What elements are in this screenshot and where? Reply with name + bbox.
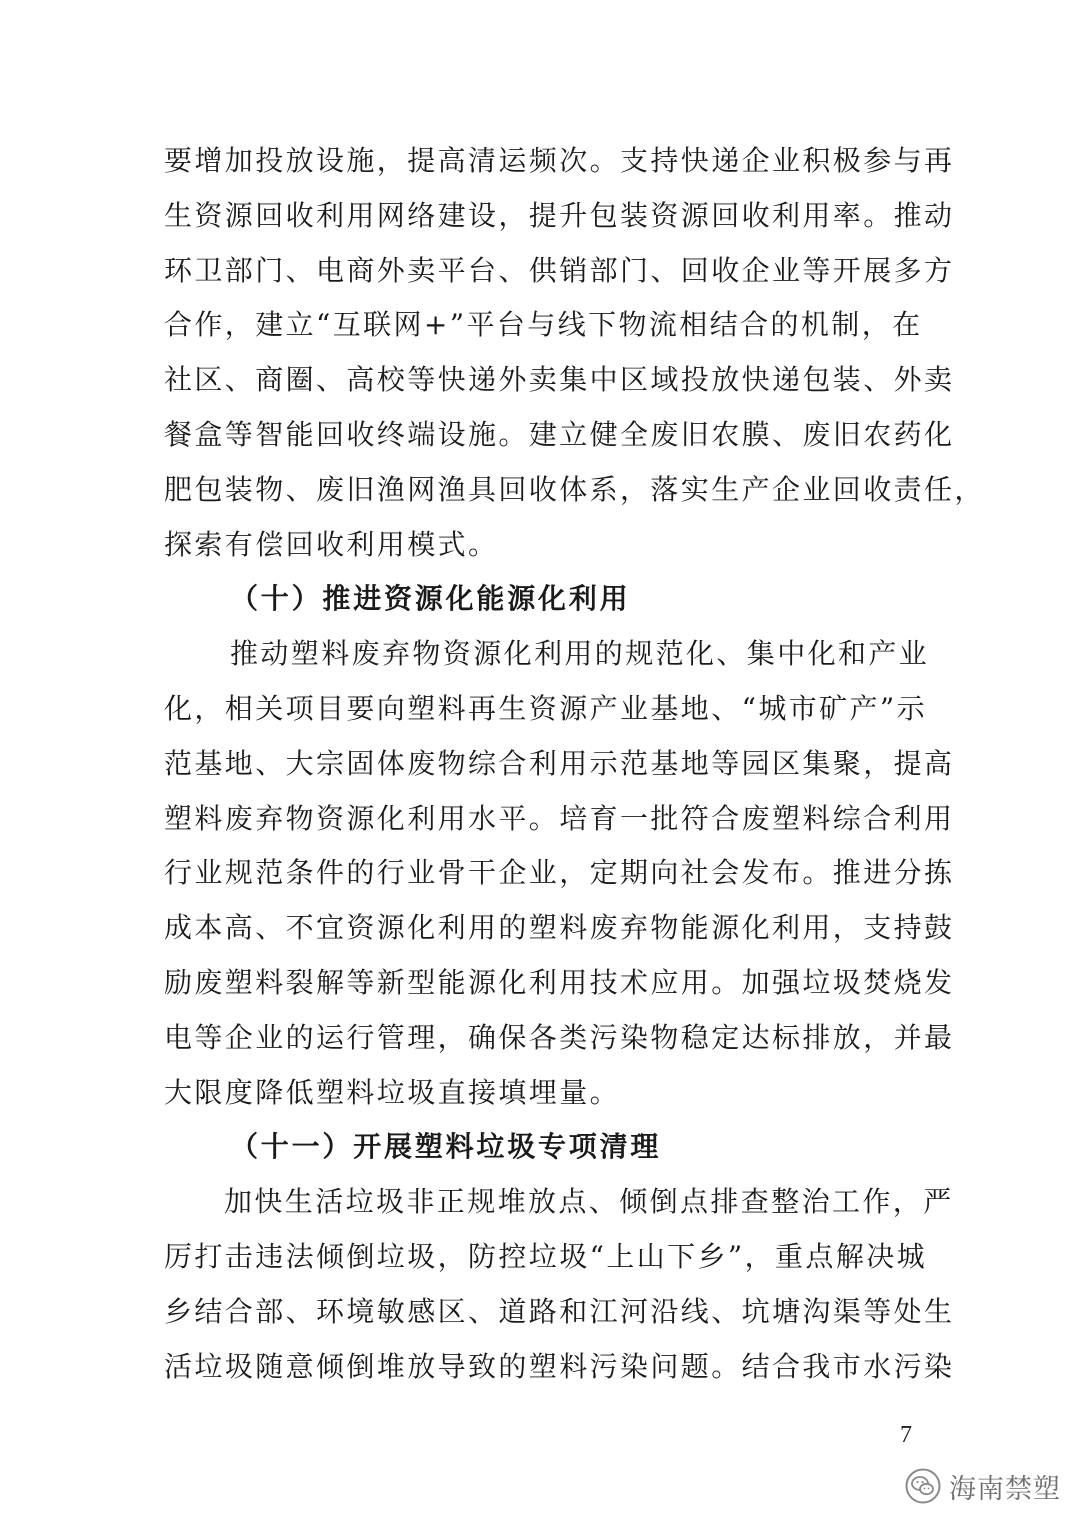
text-line: 环卫部门、电商外卖平台、供销部门、回收企业等开展多方 [164, 253, 955, 287]
watermark-text: 海南禁塑 [949, 1473, 1061, 1505]
page-number: 7 [900, 1422, 912, 1448]
text-line: 生资源回收利用网络建设，提升包装资源回收利用率。推动 [164, 198, 955, 232]
text-line: 要增加投放设施，提高清运频次。支持快递企业积极参与再 [164, 144, 955, 177]
text-line: 活垃圾随意倾倒堆放导致的塑料污染问题。结合我市水污染 [164, 1349, 955, 1383]
text-line: 合作，建立“互联网+”平台与线下物流相结合的机制，在 [164, 308, 923, 342]
text-line: 餐盒等智能回收终端设施。建立健全废旧农膜、废旧农药化 [164, 417, 955, 451]
section-11 [164, 1120, 955, 1394]
section-heading: （十）推进资源化能源化利用 [230, 582, 631, 616]
text-line: 肥包装物、废旧渔网渔具回收体系，落实生产企业回收责任， [164, 472, 985, 506]
text-line: 塑料废弃物资源化利用水平。培育一批符合废塑料综合利用 [164, 801, 955, 835]
paragraph-continued [164, 134, 985, 572]
text-line: 成本高、不宜资源化利用的塑料废弃物能源化利用，支持鼓 [164, 911, 955, 945]
text-line: 大限度降低塑料垃圾直接填埋量。 [164, 1075, 621, 1109]
text-line: 推动塑料废弃物资源化利用的规范化、集中化和产业 [230, 637, 930, 671]
wechat-icon [905, 1468, 941, 1504]
text-line: 加快生活垃圾非正规堆放点、倾倒点排查整治工作，严 [224, 1185, 954, 1219]
text-line: 乡结合部、环境敏感区、道路和江河沿线、坑塘沟渠等处生 [164, 1294, 955, 1328]
text-line: 范基地、大宗固体废物综合利用示范基地等园区集聚，提高 [164, 746, 955, 780]
section-10 [164, 572, 955, 1120]
text-line: 电等企业的运行管理，确保各类污染物稳定达标排放，并最 [164, 1020, 955, 1054]
text-line: 行业规范条件的行业骨干企业，定期向社会发布。推进分拣 [164, 856, 955, 890]
document-body [164, 134, 985, 1394]
text-line: 厉打击违法倾倒垃圾，防控垃圾“上山下乡”，重点解决城 [164, 1239, 928, 1273]
watermark [905, 1466, 1061, 1506]
text-line: 社区、商圈、高校等快递外卖集中区域投放快递包装、外卖 [164, 363, 955, 397]
text-line: 探索有偿回收利用模式。 [164, 527, 499, 561]
text-line: 励废塑料裂解等新型能源化利用技术应用。加强垃圾焚烧发 [164, 965, 955, 999]
text-line: 化，相关项目要向塑料再生资源产业基地、“城市矿产”示 [164, 691, 928, 725]
section-heading: （十一）开展塑料垃圾专项清理 [230, 1130, 662, 1164]
